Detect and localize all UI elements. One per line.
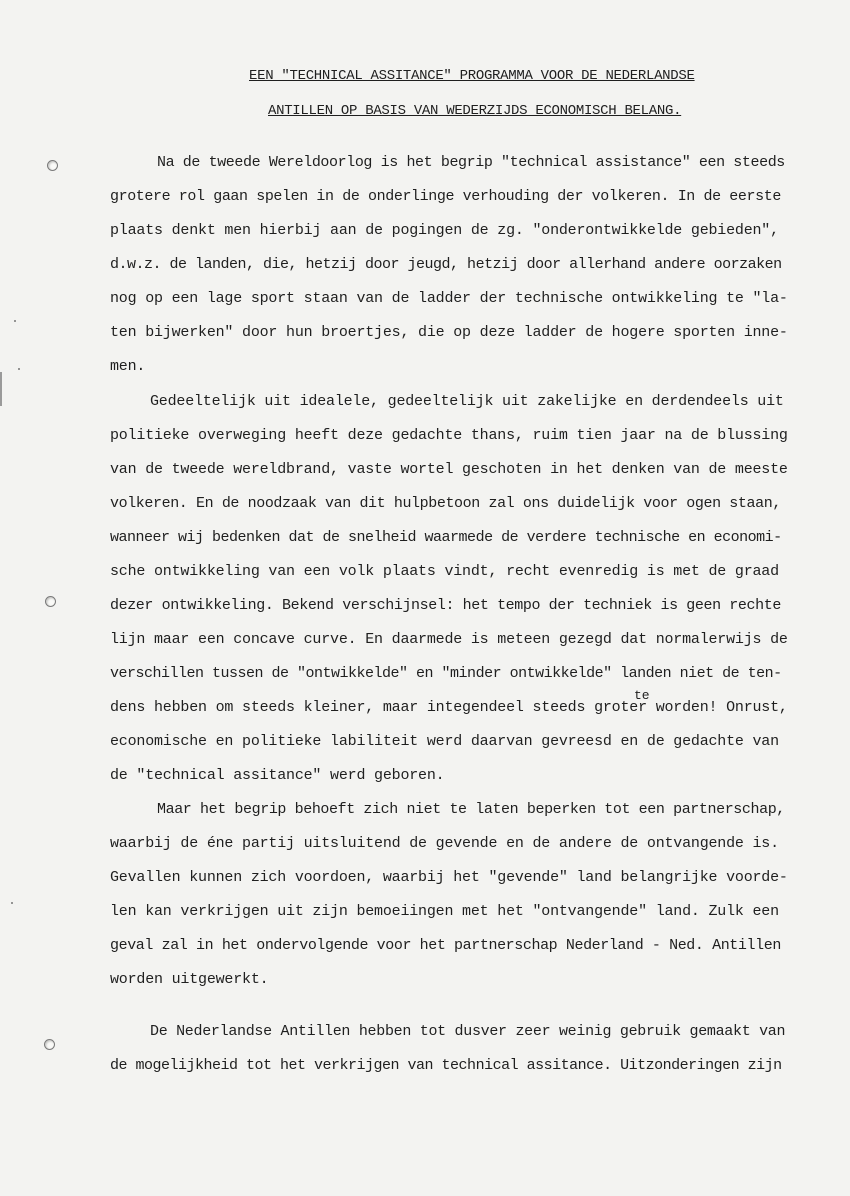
body-line: Na de tweede Wereldoorlog is het begrip "technical assistance" een steeds <box>157 154 785 171</box>
document-title-line-2: ANTILLEN OP BASIS VAN WEDERZIJDS ECONOMISCH BELANG. <box>268 103 682 119</box>
punch-hole-top <box>47 160 58 171</box>
body-line: men. <box>110 358 146 375</box>
body-line: politieke overweging heeft deze gedachte thans, ruim tien jaar na de blussing <box>110 427 788 444</box>
document-title-line-1: EEN "TECHNICAL ASSITANCE" PROGRAMMA VOOR DE NEDERLANDSE <box>249 68 695 84</box>
punch-hole-bottom <box>44 1039 55 1050</box>
body-line: grotere rol gaan spelen in de onderlinge verhouding der volkeren. In de eerste <box>110 188 781 205</box>
body-line: geval zal in het ondervolgende voor het partnerschap Nederland - Ned. Antillen <box>110 937 781 954</box>
body-line: ten bijwerken" door hun broertjes, die op deze ladder de hogere sporten inne- <box>110 324 788 341</box>
body-line: de "technical assitance" werd geboren. <box>110 767 445 784</box>
body-line: economische en politieke labiliteit werd daarvan gevreesd en de gedachte van <box>110 733 779 750</box>
body-line: waarbij de éne partij uitsluitend de gevende en de andere de ontvangende is. <box>110 835 779 852</box>
body-line: Gevallen kunnen zich voordoen, waarbij het "gevende" land belangrijke voorde- <box>110 869 788 886</box>
body-line: dezer ontwikkeling. Bekend verschijnsel: het tempo der techniek is geen rechte <box>110 597 781 614</box>
scan-speck <box>18 368 20 370</box>
body-line: dens hebben om steeds kleiner, maar integendeel steeds groter worden! Onrust, <box>110 699 788 716</box>
body-line: Gedeeltelijk uit idealele, gedeeltelijk uit zakelijke en derdendeels uit <box>150 393 784 410</box>
body-line: verschillen tussen de "ontwikkelde" en "minder ontwikkelde" landen niet de ten- <box>110 665 782 682</box>
body-line: de mogelijkheid tot het verkrijgen van technical assitance. Uitzonderingen zijn <box>110 1057 782 1074</box>
scan-edge-mark <box>0 372 2 406</box>
punch-hole-middle <box>45 596 56 607</box>
insertion-mark: te <box>634 688 650 703</box>
body-line: lijn maar een concave curve. En daarmede is meteen gezegd dat normalerwijs de <box>110 631 788 648</box>
body-line: Maar het begrip behoeft zich niet te laten beperken tot een partnerschap, <box>157 801 785 818</box>
body-line: van de tweede wereldbrand, vaste wortel geschoten in het denken van de meeste <box>110 461 788 478</box>
body-line: De Nederlandse Antillen hebben tot dusver zeer weinig gebruik gemaakt van <box>150 1023 786 1040</box>
scan-speck <box>11 902 13 904</box>
scan-speck <box>14 320 16 322</box>
body-line: sche ontwikkeling van een volk plaats vindt, recht evenredig is met de graad <box>110 563 779 580</box>
body-line: nog op een lage sport staan van de ladder der technische ontwikkeling te "la- <box>110 290 788 307</box>
body-line: volkeren. En de noodzaak van dit hulpbetoon zal ons duidelijk voor ogen staan, <box>110 495 781 512</box>
body-line: len kan verkrijgen uit zijn bemoeiingen met het "ontvangende" land. Zulk een <box>110 903 779 920</box>
body-line: d.w.z. de landen, die, hetzij door jeugd, hetzij door allerhand andere oorzaken <box>110 256 782 273</box>
body-line: plaats denkt men hierbij aan de pogingen de zg. "onderontwikkelde gebieden", <box>110 222 779 239</box>
body-line: wanneer wij bedenken dat de snelheid waarmede de verdere technische en economi- <box>110 529 782 546</box>
body-line: worden uitgewerkt. <box>110 971 269 988</box>
